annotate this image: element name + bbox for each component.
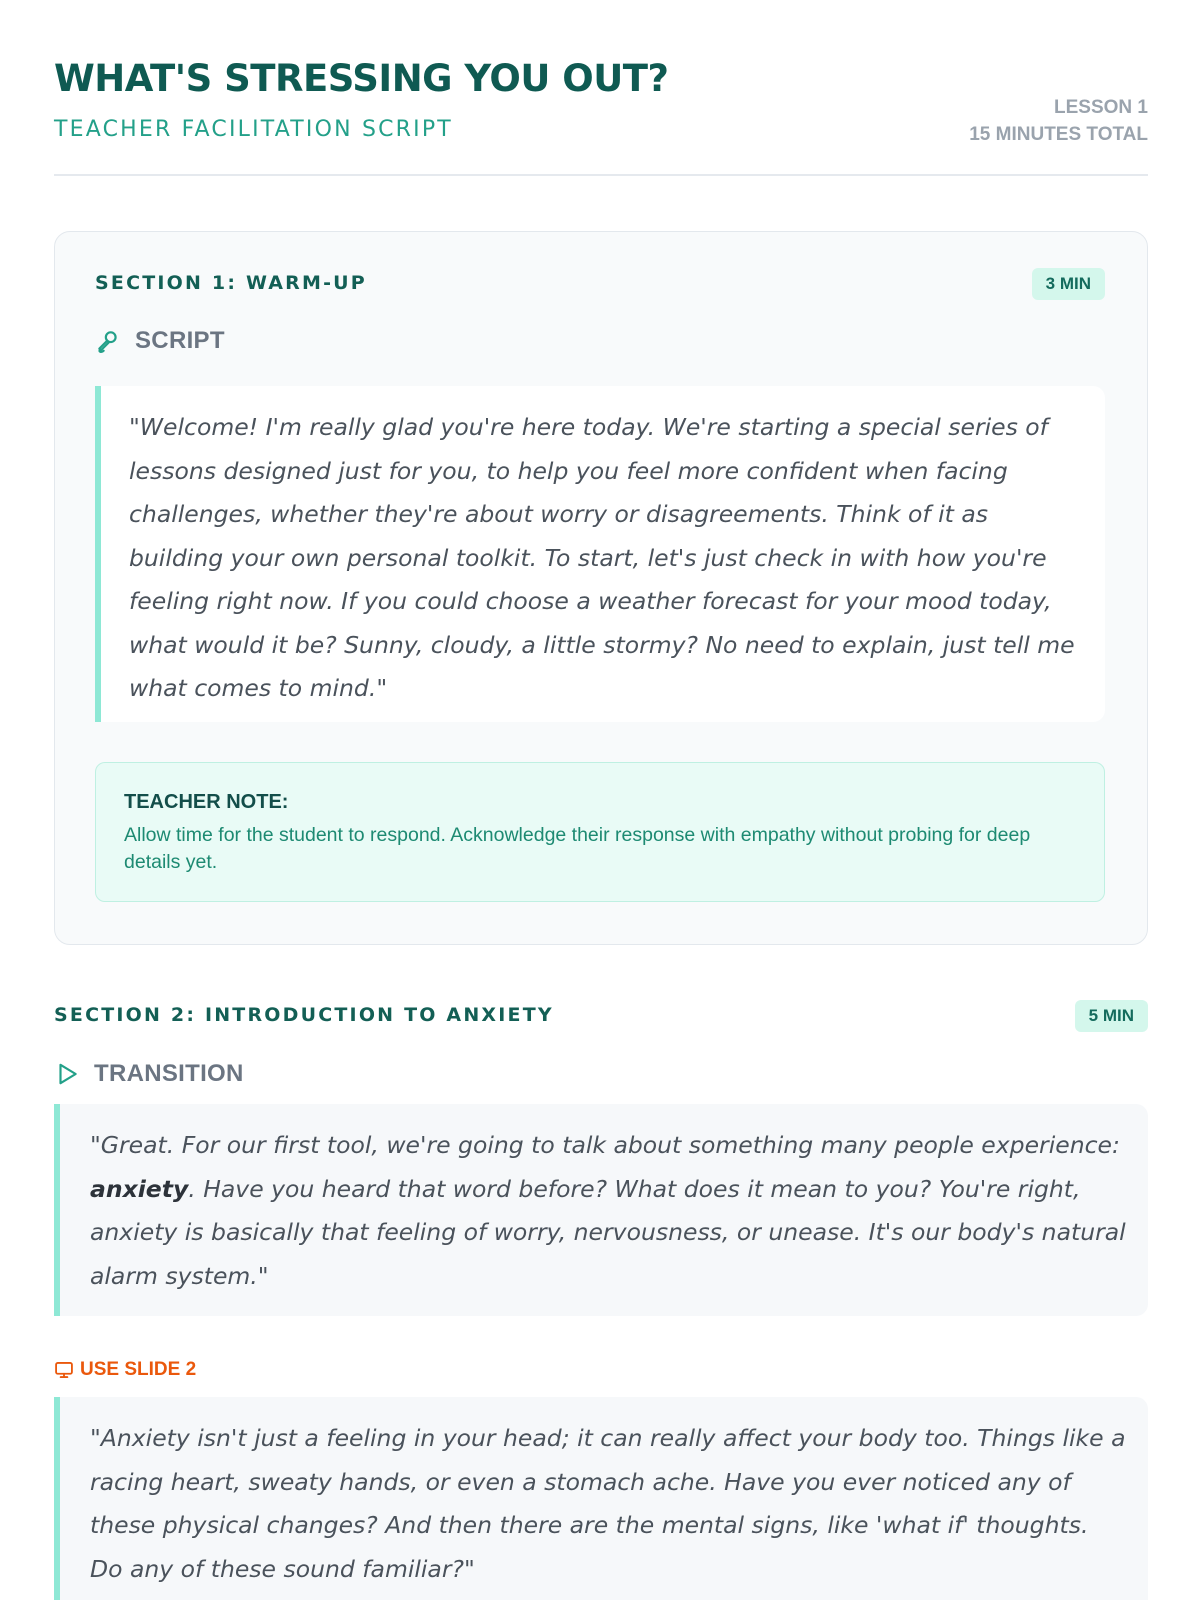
slide-2-quote: "Anxiety isn't just a feeling in your head; it can really affect your body too. Things like a racing heart, sweaty hands, or even a stomach ache. Have you ever noticed any of these physical changes? And then there are the mental signs, like 'what if' thoughts. Do any of these sound familiar?": [54, 1397, 1148, 1600]
section-1-header: [95, 268, 1105, 298]
section-1-script-quote: "Welcome! I'm really glad you're here today. We're starting a special series of lessons designed just for you, to help you feel more confident when facing challenges, whether they're about worry or disagreements. Think of it as building your own personal toolkit. To start, let's just check in with how you're feeling right now. If you could choose a weather forecast for your mood today, what would it be? Sunny, cloudy, a little stormy? No need to explain, just tell me what comes to mind.": [95, 386, 1105, 722]
page-header: [54, 0, 1148, 176]
teacher-note-text: Allow time for the student to respond. Acknowledge their response with empathy without probing for deep details yet.: [124, 824, 1031, 873]
use-slide-label: [54, 1357, 196, 1383]
section-2-header: [54, 1000, 1148, 1030]
section-2-time-badge: 5 MIN: [1075, 1000, 1148, 1032]
lesson-number: LESSON 1: [1054, 97, 1148, 118]
transition-quote-end: . Have you heard that word before? What does it mean to you? You're right, anxiety is basically that feeling of worry, nervousness, or unease. It's our body's natural alarm system.": [90, 1174, 1126, 1290]
transition-quote-start: "Great. For our first tool, we're going to talk about something many people experience:: [90, 1131, 1120, 1159]
section-1-label-text: SCRIPT: [135, 327, 225, 354]
section-2-title: SECTION 2: INTRODUCTION TO ANXIETY: [54, 1004, 554, 1026]
section-2-label-text: TRANSITION: [94, 1060, 244, 1087]
lesson-page: [54, 0, 1148, 1583]
section-1-card: [54, 231, 1148, 945]
section-2-transition-label: [54, 1057, 244, 1091]
lesson-duration: 15 MINUTES TOTAL: [969, 124, 1148, 145]
transition-quote-keyword: anxiety: [90, 1174, 189, 1203]
teacher-note: [95, 762, 1105, 902]
monitor-icon: [54, 1360, 74, 1380]
section-1-title: SECTION 1: WARM-UP: [95, 272, 367, 294]
play-icon: [54, 1061, 80, 1087]
section-2-transition-quote: [54, 1104, 1148, 1316]
section-1-time-badge: 3 MIN: [1032, 268, 1105, 300]
lesson-meta: [969, 94, 1148, 148]
section-1-script-label: [95, 324, 225, 358]
teacher-note-title: TEACHER NOTE:: [124, 791, 289, 813]
page-subtitle: TEACHER FACILITATION SCRIPT: [54, 117, 453, 142]
page-title: WHAT'S STRESSING YOU OUT?: [54, 57, 669, 100]
use-slide-text: USE SLIDE 2: [80, 1359, 197, 1380]
microphone-icon: [95, 328, 121, 354]
